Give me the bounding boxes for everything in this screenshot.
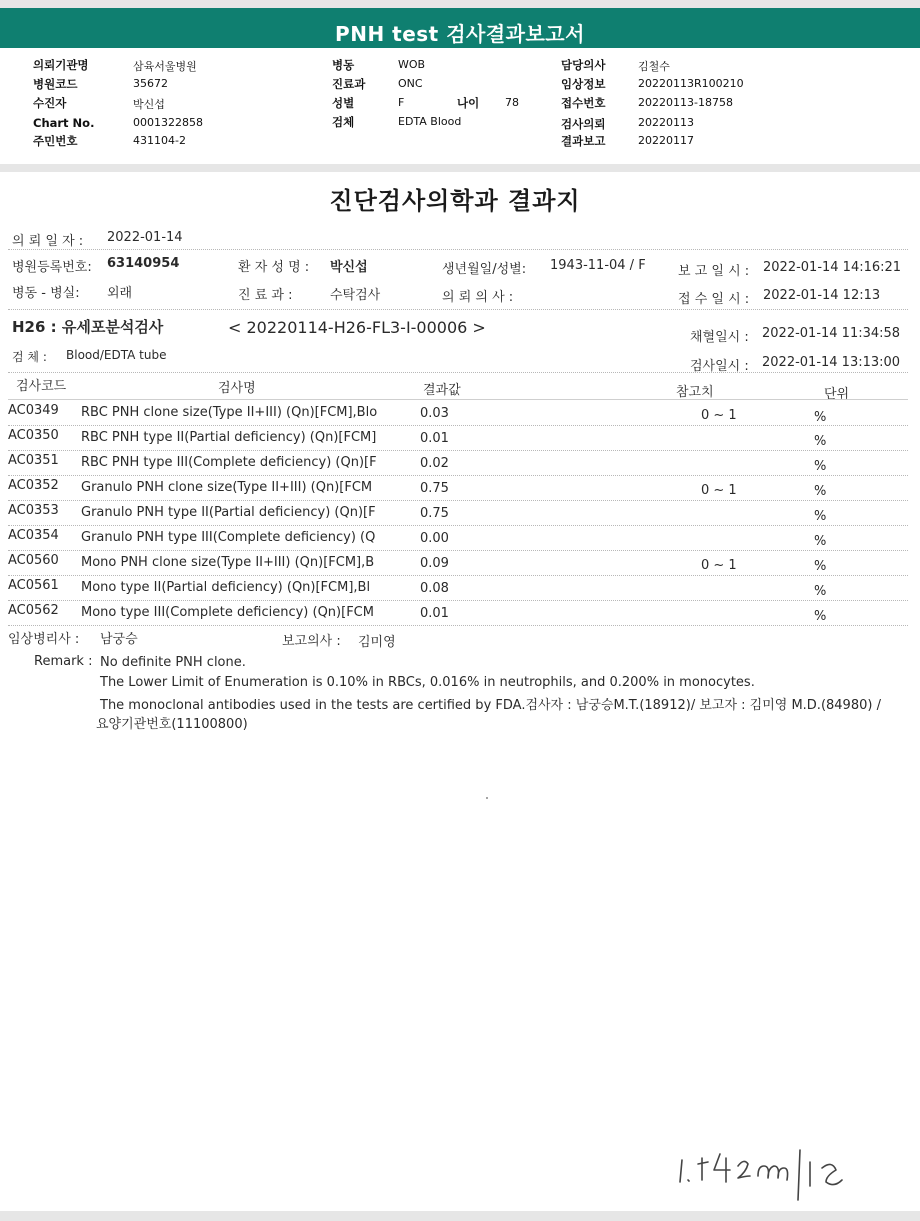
row-result: 0.08 [420,581,449,596]
specimen-label: 검 체 : [12,350,47,364]
row-result: 0.00 [420,531,449,546]
row-unit: % [814,434,827,449]
row-divider [8,625,908,626]
header-label: 주민번호 [33,134,78,148]
row-result: 0.01 [420,606,449,621]
header-value: WOB [398,58,426,71]
header-label: 병동 [332,58,355,72]
row-name: RBC PNH clone size(Type II+III) (Qn)[FCM],Blo [81,405,378,420]
section-id: < 20220114-H26-FL3-I-00006 > [228,318,486,337]
header-label: 성별 [332,96,355,110]
remark-line: No definite PNH clone. [100,655,246,670]
section-title: H26 : 유세포분석검사 [12,318,164,336]
pathologist-name: 남궁승 [100,632,138,647]
dob-label: 생년월일/성별: [442,262,527,277]
header-value: 김철수 [638,60,670,73]
row-code: AC0562 [8,603,59,618]
row-divider [8,450,908,451]
header-label: 의뢰기관명 [33,58,89,72]
row-name: Granulo PNH clone size(Type II+III) (Qn)[FCM [81,480,373,495]
row-unit: % [814,609,827,624]
row-divider [8,500,908,501]
row-code: AC0350 [8,428,59,443]
report-date-label: 보 고 일 시 : [678,264,750,279]
row-result: 0.03 [420,406,449,421]
reg-no: 63140954 [107,256,180,271]
test-date: 2022-01-14 13:13:00 [762,355,901,370]
header-value: EDTA Blood [398,115,462,128]
doctor-label: 의 뢰 의 사 : [442,290,514,305]
row-divider [8,475,908,476]
specimen: Blood/EDTA tube [66,348,167,362]
row-unit: % [814,534,827,549]
row-result: 0.09 [420,556,449,571]
header-label: 담당의사 [561,58,606,72]
dob: 1943-11-04 / F [550,258,646,273]
header-value: ONC [398,77,423,90]
report-banner [0,0,920,48]
header-label: 병원코드 [33,77,78,91]
row-code: AC0354 [8,528,59,543]
row-ref: 0 ~ 1 [701,408,737,423]
col-header-unit: 단위 [824,387,850,402]
request-date: 2022-01-14 [107,230,183,245]
patient-name-label: 환 자 성 명 : [238,260,310,275]
row-code: AC0353 [8,503,59,518]
row-name: RBC PNH type II(Partial deficiency) (Qn)[FCM] [81,430,377,445]
header-label: Chart No. [33,116,95,130]
header-value: 박신섭 [133,98,165,111]
banner-title: PNH test 검사결과보고서 [335,22,585,46]
col-header-name: 검사명 [218,381,256,396]
header-label: 결과보고 [561,134,606,148]
header-value: 20220113 [638,116,694,129]
header-label: 임상정보 [561,77,606,91]
row-ref: 0 ~ 1 [701,483,737,498]
row-name: Mono PNH clone size(Type II+III) (Qn)[FCM],B [81,555,375,570]
header-label: 진료과 [332,77,366,91]
row-name: Mono type III(Complete deficiency) (Qn)[FCM [81,605,374,620]
divider [8,249,908,250]
row-code: AC0349 [8,403,59,418]
collect-date-label: 채혈일시 : [690,330,749,345]
row-name: Mono type II(Partial deficiency) (Qn)[FCM],Bl [81,580,371,595]
receipt-date: 2022-01-14 12:13 [763,288,881,303]
remark-line: The Lower Limit of Enumeration is 0.10% in RBCs, 0.016% in neutrophils, and 0.200% in monocytes. [100,675,755,690]
request-date-label: 의 뢰 일 자 : [12,234,84,249]
header-label: 수진자 [33,96,67,110]
pathologist-label: 임상병리사 : [8,632,80,647]
dept: 수탁검사 [330,288,381,303]
remark-line: The monoclonal antibodies used in the tests are certified by FDA.검사자 : 남궁승M.T.(18912)/ 보고자 : 김미영 M.D.(84980) / [100,698,881,713]
scan-speck [486,797,488,799]
row-result: 0.02 [420,456,449,471]
row-code: AC0351 [8,453,59,468]
row-result: 0.01 [420,431,449,446]
patient-name: 박신섭 [330,260,368,275]
dept-label: 진 료 과 : [238,288,293,303]
divider [8,372,908,373]
row-divider [8,575,908,576]
row-code: AC0352 [8,478,59,493]
divider [8,309,908,310]
ward-label: 병동 - 병실: [12,286,80,301]
header-value: 삼육서울병원 [133,60,197,73]
row-result: 0.75 [420,481,449,496]
header-value: 431104-2 [133,134,186,147]
col-header-ref: 참고치 [676,385,714,400]
row-name: Granulo PNH type III(Complete deficiency) (Q [81,530,376,545]
row-unit: % [814,410,827,425]
report-date: 2022-01-14 14:16:21 [763,260,902,275]
row-divider [8,550,908,551]
header-label: 접수번호 [561,96,606,110]
header-value: 20220117 [638,134,694,147]
row-unit: % [814,559,827,574]
remark-line: 요양기관번호(11100800) [96,717,248,732]
age-value: 78 [505,96,519,109]
header-value: 20220113-18758 [638,96,733,109]
row-unit: % [814,484,827,499]
collect-date: 2022-01-14 11:34:58 [762,326,901,341]
header-divider [0,164,920,172]
row-unit: % [814,509,827,524]
row-name: RBC PNH type III(Complete deficiency) (Qn)[F [81,455,377,470]
receipt-date-label: 접 수 일 시 : [678,292,750,307]
row-code: AC0561 [8,578,59,593]
row-unit: % [814,584,827,599]
reporter-label: 보고의사 : [282,634,341,649]
row-divider [8,525,908,526]
header-label: 검사의뢰 [561,117,606,131]
row-divider [8,600,908,601]
handwritten-signature [672,1140,872,1214]
divider [8,399,908,400]
remark-label: Remark : [34,654,93,669]
col-header-code: 검사코드 [16,379,67,394]
header-label: 검체 [332,115,355,129]
reporter-name: 김미영 [358,635,396,650]
row-result: 0.75 [420,506,449,521]
report-title: 진단검사의학과 결과지 [329,187,581,215]
row-code: AC0560 [8,553,59,568]
col-header-result: 결과값 [423,383,461,398]
header-value: 35672 [133,77,168,90]
page-bottom-border [0,1211,920,1221]
age-label: 나이 [457,96,480,110]
row-unit: % [814,459,827,474]
test-date-label: 검사일시 : [690,359,749,374]
reg-no-label: 병원등록번호: [12,260,92,275]
row-name: Granulo PNH type II(Partial deficiency) (Qn)[F [81,505,376,520]
header-value: 20220113R100210 [638,77,744,90]
ward: 외래 [107,286,133,301]
header-value: 0001322858 [133,116,203,129]
header-value: F [398,96,405,109]
row-divider [8,425,908,426]
row-ref: 0 ~ 1 [701,558,737,573]
handwritten-note-svg [672,1140,872,1210]
